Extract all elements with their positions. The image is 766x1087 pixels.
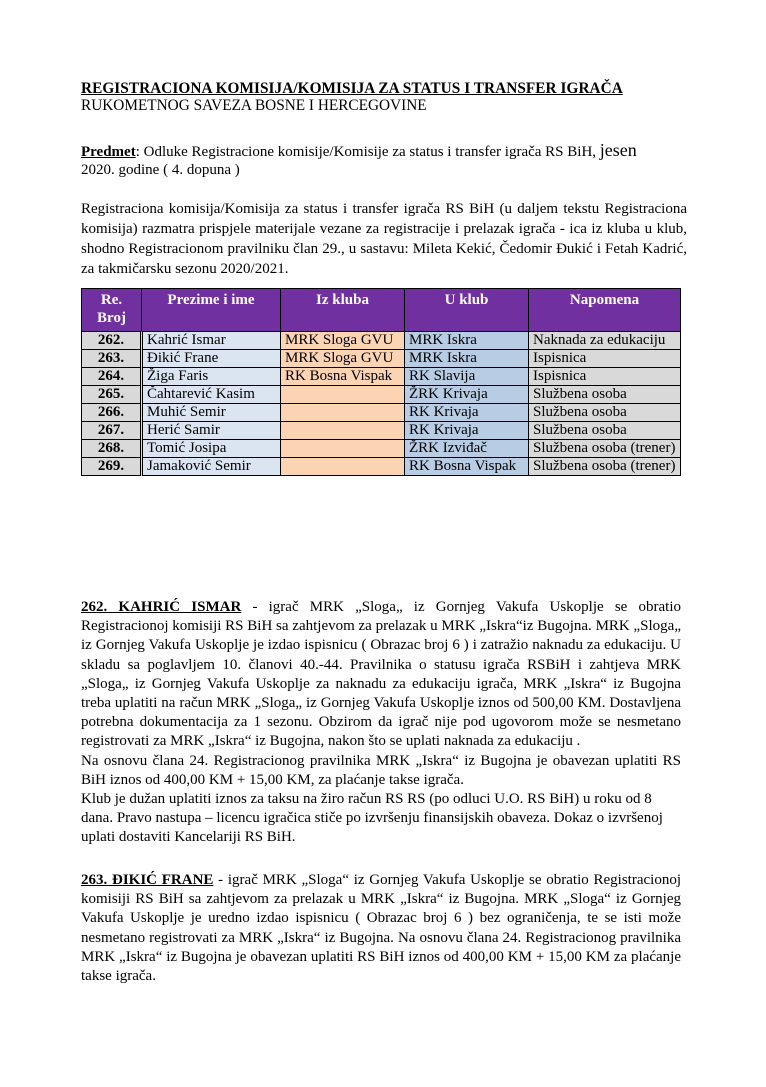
cell-note: Službena osoba (trener): [529, 440, 681, 458]
table-row: [82, 368, 681, 386]
cell-number: 268.: [82, 440, 142, 458]
cell-note: Ispisnica: [529, 368, 681, 386]
intro-paragraph: Registraciona komisija/Komisija za status i transfer igrača RS BiH (u daljem tekstu Registraciona komisija) razmatra prispjele materijale vezane za registracije i prelazak igrača - ica iz kluba u klub, shodno Registracionom pravilniku član 29., u sastavu: Mileta Kekić, Čedomir Đukić i Fetah Kadrić, za takmičarsku sezonu 2020/2021.: [81, 201, 687, 277]
cell-from-club: [281, 458, 405, 476]
header-name: Prezime i ime: [142, 289, 281, 332]
cell-note: Službena osoba (trener): [529, 458, 681, 476]
cell-name: Herić Samir: [142, 422, 281, 440]
subject-line: [81, 141, 691, 179]
decision-262-p2: Na osnovu člana 24. Registracionog pravilnika MRK „Iskra“ iz Bugojna je obavezan uplatiti RS BiH iznos od 400,00 KM + 15,00 KM, za plaćanje takse igrača.: [81, 752, 681, 788]
cell-from-club: [281, 422, 405, 440]
cell-number: 267.: [82, 422, 142, 440]
cell-name: Jamaković Semir: [142, 458, 281, 476]
decision-263: [81, 871, 681, 986]
decision-263-p1: [81, 871, 681, 986]
cell-from-club: MRK Sloga GVU: [281, 350, 405, 368]
table-row: [82, 404, 681, 422]
header-note: Napomena: [529, 289, 681, 332]
decision-262-heading: 262. KAHRIĆ ISMAR: [81, 599, 242, 615]
header-from-club: Iz kluba: [281, 289, 405, 332]
table-row: [82, 440, 681, 458]
cell-name: Muhić Semir: [142, 404, 281, 422]
cell-name: Tomić Josipa: [142, 440, 281, 458]
cell-number: 264.: [82, 368, 142, 386]
table-row: [82, 332, 681, 350]
decision-262-text: - igrač MRK „Sloga„ iz Gornjeg Vakufa Uskoplje se obratio Registracionoj komisiji RS BiH sa zahtjevom za prelazak u MRK „Iskra“iz Bugojna. MRK „Sloga„ iz Gornjeg Vakufa Uskoplje je izdao ispisnicu ( Obrazac broj 6 ) i zatražio naknadu za edukaciju. U skladu sa poglavljem 10. članovi 40.-44. Pravilnika o statusu igrača RSBiH i zahtjeva MRK „Sloga„ iz Gornjeg Vakufa Uskoplje za naknadu za edukaciju igrača, MRK „Iskra“ iz Bugojna treba uplatiti na račun MRK „Sloga„ iz Gornjeg Vakufa Uskoplje iznos od 500,00 KM. Dostavljena potrebna dokumentacija za 1 sezonu. Obzirom da igrač nije pod ugovorom može se nesmetano registrovati za MRK „Iskra“ iz Bugojna, nakon što se uplati naknada za edukaciju .: [81, 599, 681, 750]
cell-number: 269.: [82, 458, 142, 476]
cell-number: 263.: [82, 350, 142, 368]
cell-to-club: RK Krivaja: [405, 422, 529, 440]
cell-to-club: RK Bosna Vispak: [405, 458, 529, 476]
cell-note: Naknada za edukaciju: [529, 332, 681, 350]
cell-note: Službena osoba: [529, 386, 681, 404]
subject-text-2: 2020. godine ( 4. dopuna ): [81, 162, 240, 178]
cell-note: Službena osoba: [529, 422, 681, 440]
header-to-club: U klub: [405, 289, 529, 332]
cell-to-club: RK Slavija: [405, 368, 529, 386]
decision-262-p3: Klub je dužan uplatiti iznos za taksu na žiro račun RS RS (po odluci U.O. RS BiH) u roku od 8 dana. Pravo nastupa – licencu igračica stiče po izvršenju finansijskih obaveza. Dokaz o izvršenoj uplati dostaviti Kancelariji RS BiH.: [81, 791, 663, 846]
cell-name: Đikić Frane: [142, 350, 281, 368]
decision-262: [81, 598, 681, 848]
table-header-row: [82, 289, 681, 332]
cell-to-club: RK Krivaja: [405, 404, 529, 422]
decision-262-p1: [81, 598, 681, 752]
subject-text: : Odluke Registracione komisije/Komisije za status i transfer igrača RS BiH,: [135, 144, 600, 160]
cell-to-club: ŽRK Izviđač: [405, 440, 529, 458]
cell-from-club: RK Bosna Vispak: [281, 368, 405, 386]
cell-to-club: MRK Iskra: [405, 332, 529, 350]
table-row: [82, 458, 681, 476]
cell-from-club: [281, 404, 405, 422]
cell-number: 265.: [82, 386, 142, 404]
cell-number: 262.: [82, 332, 142, 350]
decision-263-text: - igrač MRK „Sloga“ iz Gornjeg Vakufa Uskoplje se obratio Registracionoj komisiji RS BiH sa zahtjevom za prelazak u MRK „Iskra“ iz Bugojna. MRK „Sloga“ iz Gornjeg Vakufa Uskoplje je uredno izdao ispisnicu ( Obrazac broj 6 ) bez ograničenja, te se isti može nesmetano registrovati za MRK „Iskra“ iz Bugojna. Na osnovu člana 24. Registracionog pravilnika MRK „Iskra“ iz Bugojna je obavezan uplatiti RS BiH iznos od 400,00 KM + 15,00 KM za plaćanje takse igrača.: [81, 872, 681, 985]
transfer-table: [81, 288, 681, 476]
table-row: [82, 422, 681, 440]
cell-from-club: [281, 386, 405, 404]
document-subtitle: RUKOMETNOG SAVEZA BOSNE I HERCEGOVINE: [81, 97, 427, 114]
cell-number: 266.: [82, 404, 142, 422]
header-number: Re. Broj: [82, 289, 142, 332]
cell-to-club: MRK Iskra: [405, 350, 529, 368]
cell-from-club: [281, 440, 405, 458]
cell-from-club: MRK Sloga GVU: [281, 332, 405, 350]
cell-name: Žiga Faris: [142, 368, 281, 386]
cell-note: Ispisnica: [529, 350, 681, 368]
table-row: [82, 350, 681, 368]
decision-263-heading: 263. ĐIKIĆ FRANE: [81, 872, 214, 888]
table-row: [82, 386, 681, 404]
cell-name: Kahrić Ismar: [142, 332, 281, 350]
cell-note: Službena osoba: [529, 404, 681, 422]
document-title: REGISTRACIONA KOMISIJA/KOMISIJA ZA STATUS I TRANSFER IGRAČA: [81, 80, 623, 97]
subject-season: jesen: [599, 140, 637, 160]
cell-name: Čahtarević Kasim: [142, 386, 281, 404]
cell-to-club: ŽRK Krivaja: [405, 386, 529, 404]
subject-label: Predmet: [81, 144, 136, 160]
